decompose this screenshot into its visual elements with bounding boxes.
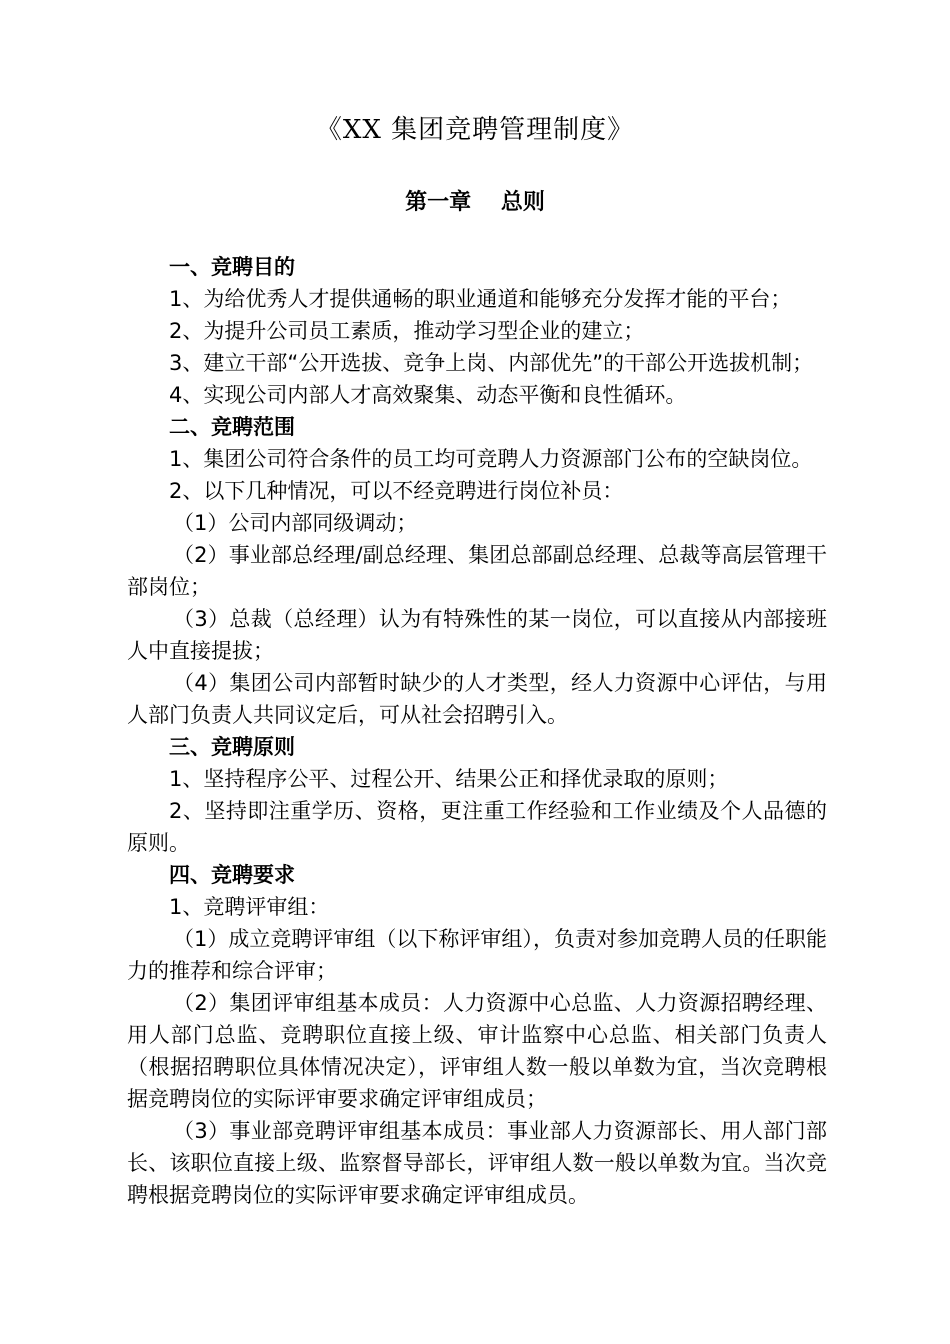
requirement-subitem: （2）集团评审组基本成员：人力资源中心总监、人力资源招聘经理、用人部门总监、竞聘职位直接上级、审计监察中心总监、相关部门负责人（根据招聘职位具体情况决定），评审组人数一般以单数为宜，当次竞聘根据竞聘岗位的实际评审要求确定评审组成员； xyxy=(127,991,827,1111)
purpose-item: 2、为提升公司员工素质，推动学习型企业的建立； xyxy=(169,319,645,343)
principle-item: 1、坚持程序公平、过程公开、结果公正和择优录取的原则； xyxy=(169,767,729,791)
section-heading-scope: 二、竞聘范围 xyxy=(169,415,295,439)
section-heading-principles: 三、竞聘原则 xyxy=(169,735,295,759)
purpose-item: 4、实现公司内部人才高效聚集、动态平衡和良性循环。 xyxy=(169,383,687,407)
scope-item: 1、集团公司符合条件的员工均可竞聘人力资源部门公布的空缺岗位。 xyxy=(169,447,813,471)
scope-subitem: （1）公司内部同级调动； xyxy=(173,511,418,535)
requirement-subitem: （3）事业部竞聘评审组基本成员：事业部人力资源部长、用人部门部长、该职位直接上级、监察督导部长，评审组人数一般以单数为宜。当次竞聘根据竞聘岗位的实际评审要求确定评审组成员。 xyxy=(127,1119,827,1207)
scope-subitem: （4）集团公司内部暂时缺少的人才类型，经人力资源中心评估，与用人部门负责人共同议定后，可从社会招聘引入。 xyxy=(127,671,827,727)
requirement-subitem: （1）成立竞聘评审组（以下称评审组），负责对参加竞聘人员的任职能力的推荐和综合评审； xyxy=(127,927,827,983)
scope-subitem: （2）事业部总经理/副总经理、集团总部副总经理、总裁等高层管理干部岗位； xyxy=(127,543,827,599)
purpose-item: 1、为给优秀人才提供通畅的职业通道和能够充分发挥才能的平台； xyxy=(169,287,792,311)
scope-item: 2、以下几种情况，可以不经竞聘进行岗位补员： xyxy=(169,479,624,503)
requirement-item: 1、竞聘评审组： xyxy=(169,895,330,919)
document-title: 《XX 集团竞聘管理制度》 xyxy=(315,115,635,145)
section-heading-purpose: 一、竞聘目的 xyxy=(169,255,295,279)
purpose-item: 3、建立干部“公开选拔、竞争上岗、内部优先”的干部公开选拔机制； xyxy=(169,351,814,375)
scope-subitem: （3）总裁（总经理）认为有特殊性的某一岗位，可以直接从内部接班人中直接提拔； xyxy=(127,607,827,663)
document-body xyxy=(127,251,827,1211)
principle-item: 2、坚持即注重学历、资格，更注重工作经验和工作业绩及个人品德的原则。 xyxy=(127,799,827,855)
chapter-title: 第一章 总则 xyxy=(405,190,545,215)
section-heading-requirements: 四、竞聘要求 xyxy=(169,863,295,887)
